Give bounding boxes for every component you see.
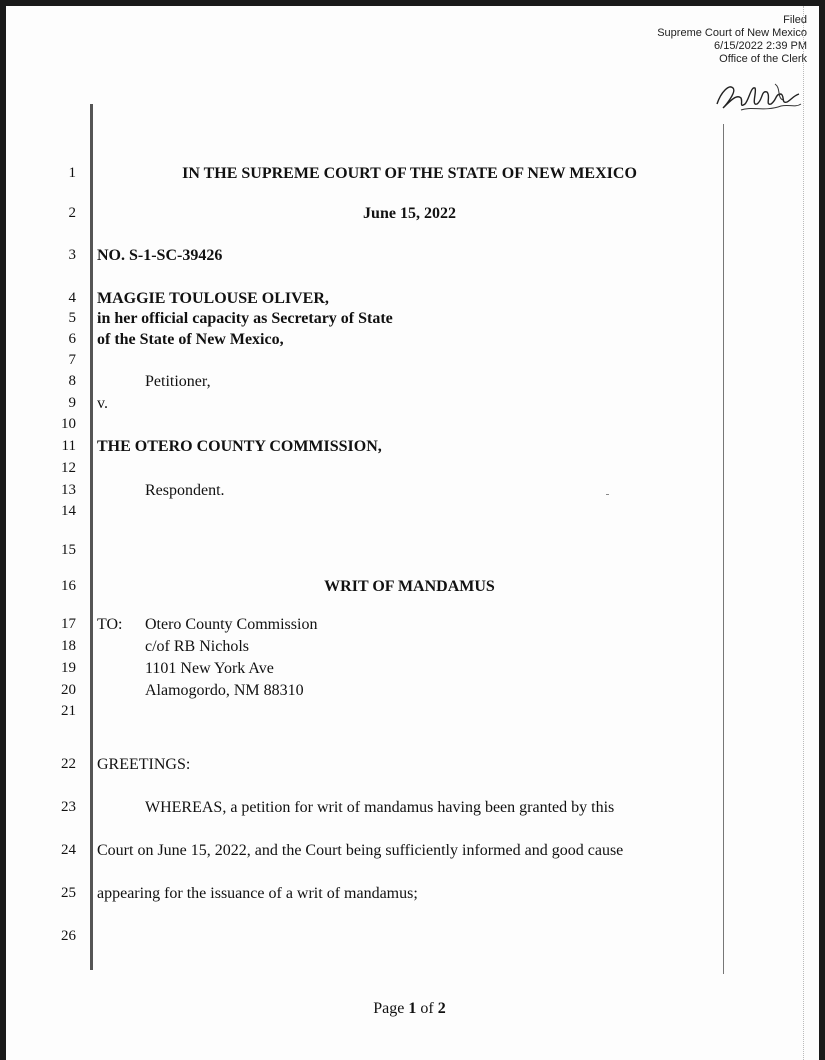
line-number: 7 <box>68 352 76 368</box>
address-line: Alamogordo, NM 88310 <box>145 682 304 699</box>
right-margin-rule <box>723 124 724 974</box>
respondent-role: Respondent. <box>145 482 225 499</box>
line-number: 16 <box>61 578 76 594</box>
document-page <box>6 6 819 1060</box>
to-label: TO: <box>97 616 123 633</box>
line-number: 3 <box>68 247 76 263</box>
filing-stamp-datetime: 6/15/2022 2:39 PM <box>714 40 807 52</box>
address-line: Otero County Commission <box>145 616 318 633</box>
page-number <box>96 1000 723 1018</box>
line-number: 23 <box>61 799 76 815</box>
line-number: 24 <box>61 842 76 858</box>
petitioner-capacity: in her official capacity as Secretary of State <box>97 310 393 327</box>
page-prefix: Page <box>373 1000 405 1017</box>
document-title: WRIT OF MANDAMUS <box>324 578 495 595</box>
order-date: June 15, 2022 <box>363 205 456 222</box>
line-number: 22 <box>61 756 76 772</box>
line-number: 9 <box>68 395 76 411</box>
clerk-signature <box>711 74 807 118</box>
court-heading: IN THE SUPREME COURT OF THE STATE OF NEW MEXICO <box>182 165 637 182</box>
line-number: 12 <box>61 460 76 476</box>
line-number: 5 <box>68 310 76 326</box>
body-paragraph-line: Court on June 15, 2022, and the Court being sufficiently informed and good cause <box>97 842 624 859</box>
petitioner-name: MAGGIE TOULOUSE OLIVER, <box>97 290 329 307</box>
line-number: 10 <box>61 416 76 432</box>
filing-stamp-status: Filed <box>783 14 807 26</box>
greeting: GREETINGS: <box>97 756 191 773</box>
page-of: of <box>420 1000 434 1017</box>
line-number: 20 <box>61 682 76 698</box>
filing-stamp <box>657 14 807 66</box>
address-line: c/of RB Nichols <box>145 638 249 655</box>
line-number: 21 <box>61 703 76 719</box>
line-number: 1 <box>68 165 76 181</box>
body-paragraph-line: WHEREAS, a petition for writ of mandamus having been granted by this <box>145 799 615 816</box>
line-number: 11 <box>61 438 76 454</box>
petitioner-capacity: of the State of New Mexico, <box>97 331 284 348</box>
page-current: 1 <box>408 1000 417 1017</box>
page-total: 2 <box>437 1000 446 1017</box>
filing-stamp-court: Supreme Court of New Mexico <box>657 27 807 39</box>
line-number: 26 <box>61 928 76 944</box>
line-number: 6 <box>68 331 76 347</box>
line-number: 2 <box>68 205 76 221</box>
left-margin-rule <box>90 104 93 970</box>
line-number: 13 <box>61 482 76 498</box>
line-number: 19 <box>61 660 76 676</box>
line-number: 25 <box>61 885 76 901</box>
line-number: 18 <box>61 638 76 654</box>
line-number: 4 <box>68 290 76 306</box>
body-paragraph-line: appearing for the issuance of a writ of mandamus; <box>97 885 418 902</box>
line-number: 17 <box>61 616 76 632</box>
line-number: 15 <box>61 542 76 558</box>
filing-stamp-office: Office of the Clerk <box>719 53 807 65</box>
line-number: 8 <box>68 373 76 389</box>
line-number: 14 <box>61 503 76 519</box>
case-number: NO. S-1-SC-39426 <box>97 247 223 264</box>
versus-label: v. <box>97 395 108 412</box>
scan-speck <box>606 494 609 495</box>
petitioner-role: Petitioner, <box>145 373 211 390</box>
address-line: 1101 New York Ave <box>145 660 274 677</box>
respondent-name: THE OTERO COUNTY COMMISSION, <box>97 438 382 455</box>
page-edge-rule <box>803 6 805 1060</box>
